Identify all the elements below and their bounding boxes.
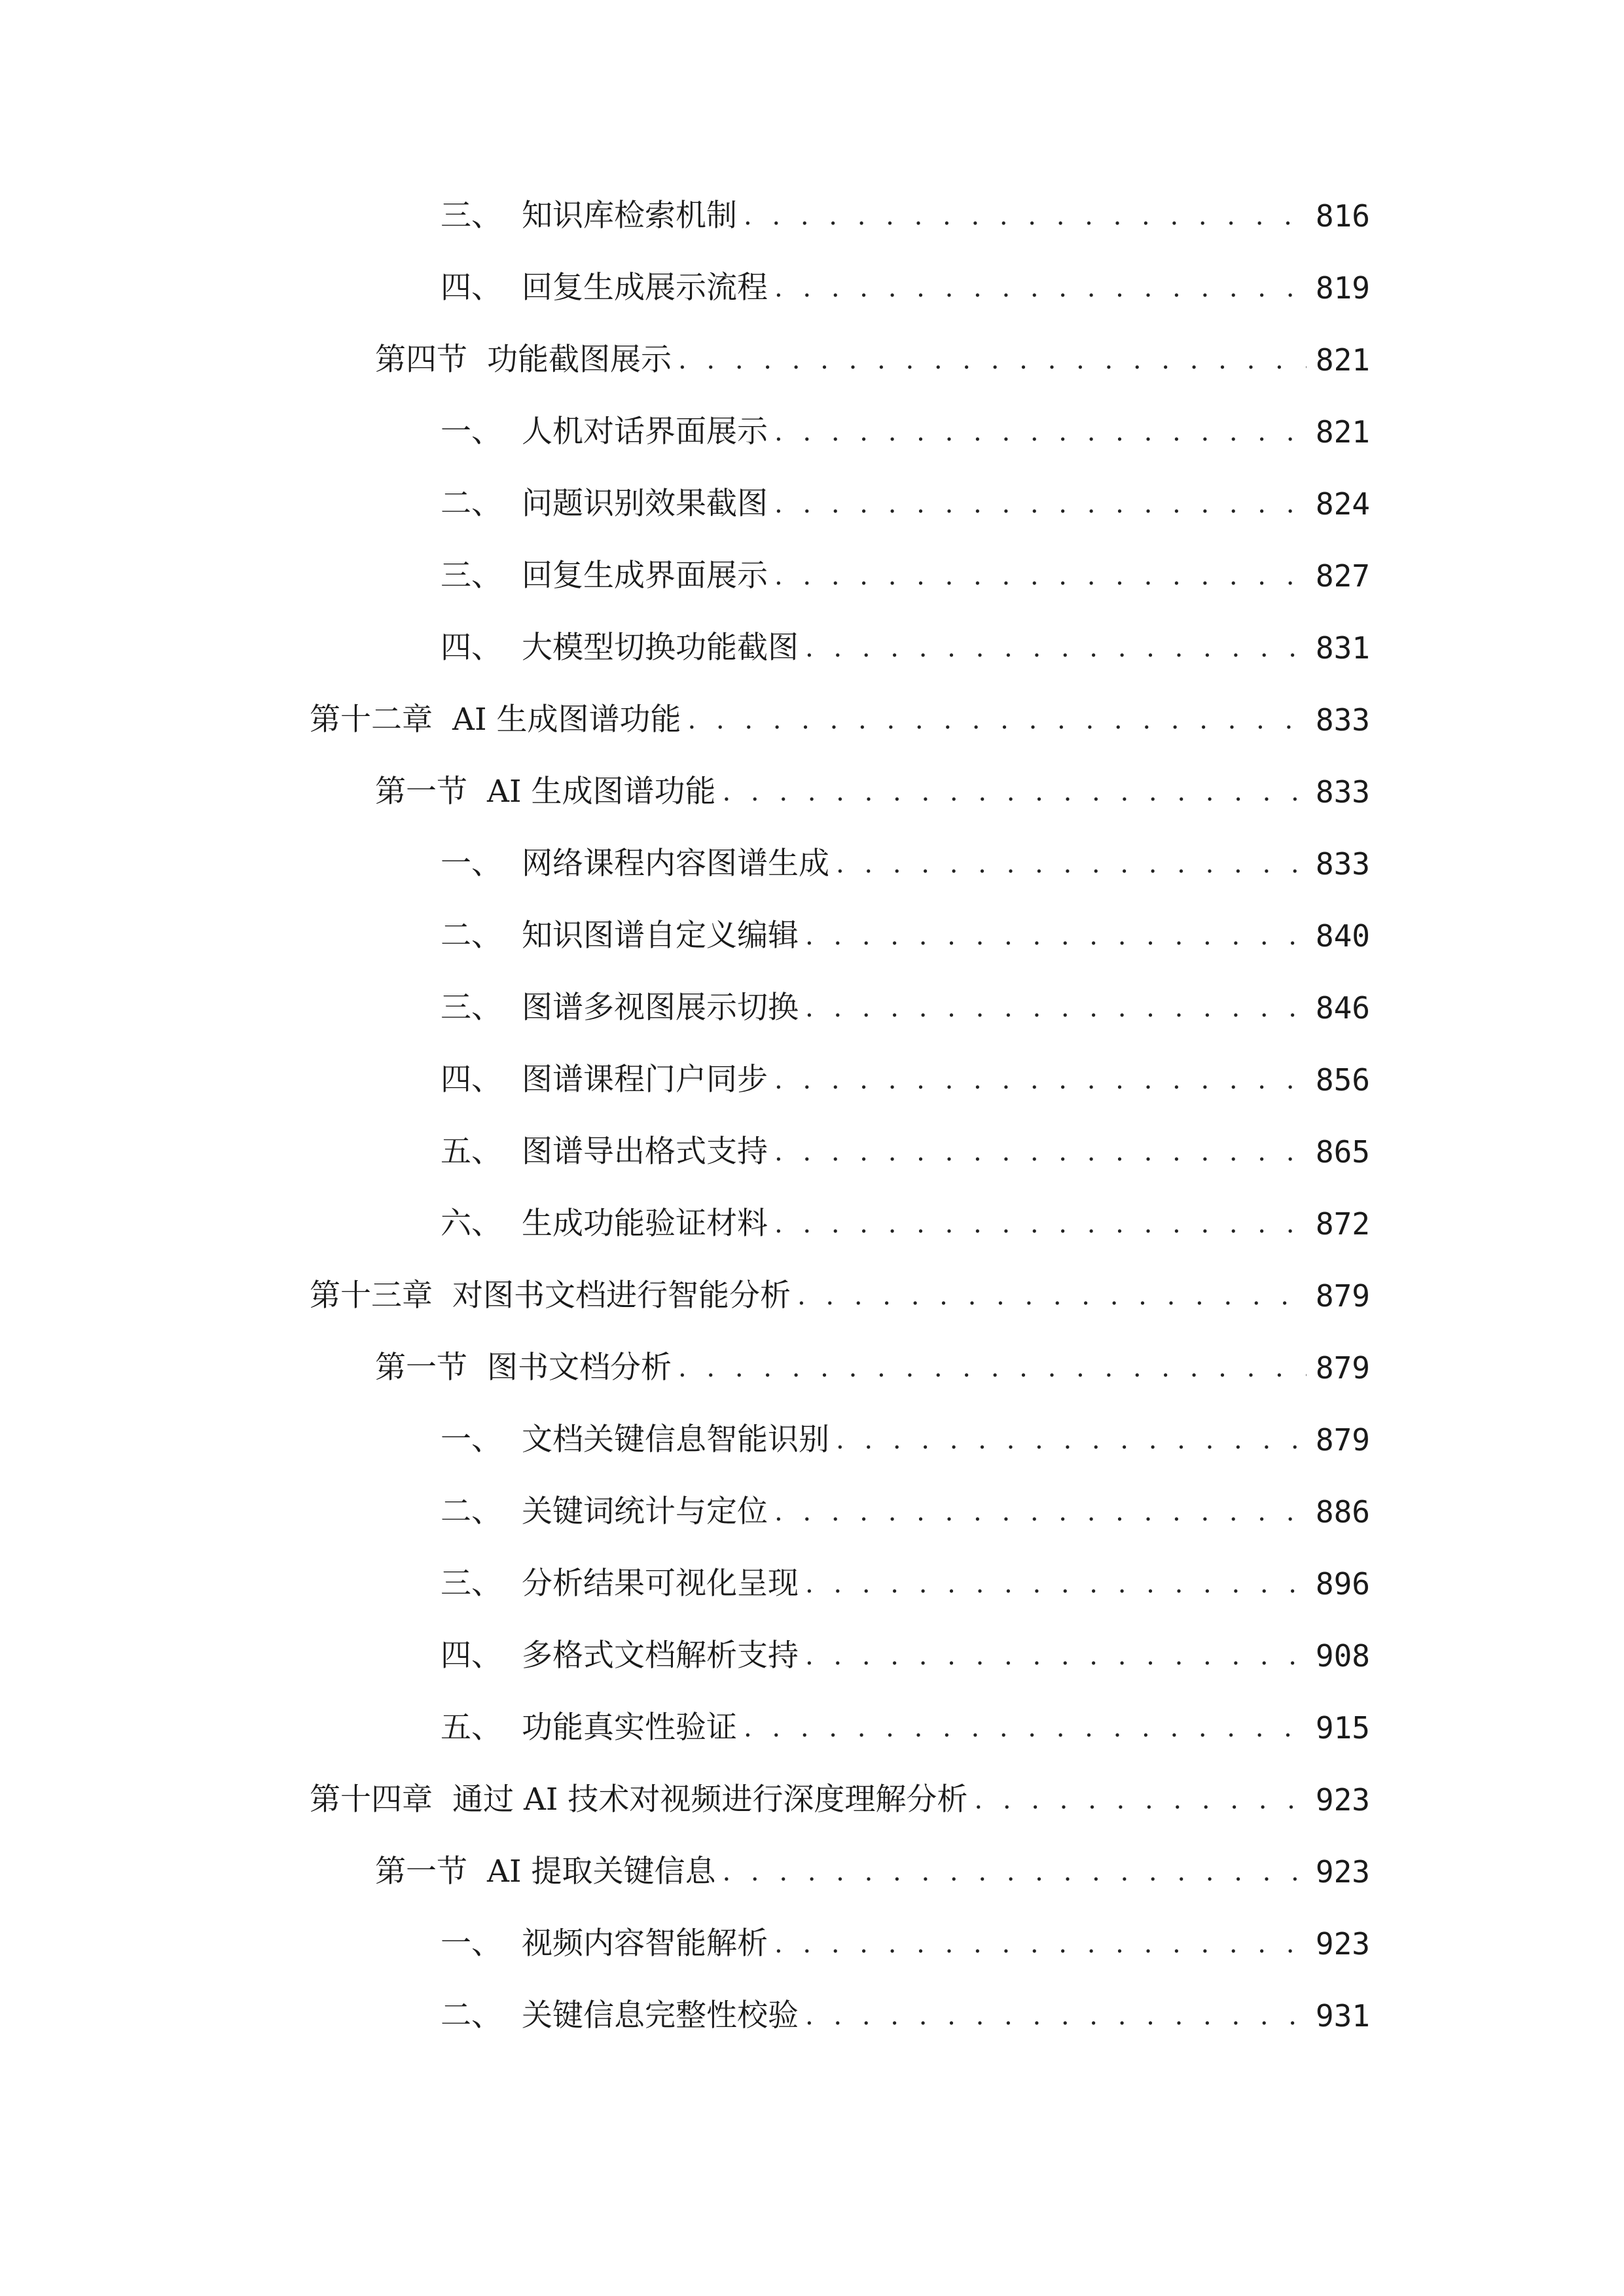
toc-entry-page: 840 [1315,918,1370,954]
dot-leader [722,1846,1306,1898]
toc-entry-title: 多格式文档解析支持 [522,1638,799,1674]
toc-entry-title: 关键词统计与定位 [522,1494,768,1530]
toc-entry[interactable] [441,262,1370,314]
toc-entry-page: 846 [1315,990,1370,1026]
toc-entry-number: 六、 [441,1206,502,1242]
toc-entry[interactable] [441,838,1370,890]
toc-entry-title: 人机对话界面展示 [522,414,768,450]
toc-entry-number: 第十四章 [310,1782,433,1818]
toc-entry-number: 第十三章 [310,1278,433,1314]
toc-entry-number: 一、 [441,1422,502,1458]
toc-entry-page: 915 [1315,1710,1370,1746]
toc-entry[interactable] [441,622,1370,674]
toc-entry-number: 第十二章 [310,702,433,738]
toc-entry[interactable] [441,1198,1370,1250]
toc-entry[interactable] [441,1486,1370,1538]
toc-entry-title: 问题识别效果截图 [522,486,768,522]
toc-entry-title: 图书文档分析 [487,1350,672,1386]
toc-entry-title: 知识库检索机制 [522,198,737,234]
dot-leader [687,694,1306,746]
toc-entry[interactable] [441,190,1370,242]
toc-entry-page: 879 [1315,1278,1370,1314]
toc-entry-page: 886 [1315,1494,1370,1530]
toc-entry[interactable] [441,1702,1370,1754]
toc-entry[interactable] [375,1846,1370,1898]
dot-leader [722,766,1306,818]
toc-entry-title: 通过 AI 技术对视频进行深度理解分析 [452,1782,968,1818]
toc-entry-number: 第一节 [375,1350,467,1386]
toc-entry-number: 四、 [441,1638,502,1674]
dot-leader [774,550,1307,602]
toc-entry-number: 四、 [441,1062,502,1098]
toc-entry-number: 一、 [441,1926,502,1962]
toc-entry-title: 关键信息完整性校验 [522,1998,799,2034]
toc-entry-title: 图谱课程门户同步 [522,1062,768,1098]
dot-leader [774,1054,1307,1106]
toc-entry-page: 931 [1315,1998,1370,2034]
toc-entry-page: 923 [1315,1782,1370,1818]
toc-entry-page: 821 [1315,414,1370,450]
toc-entry[interactable] [441,982,1370,1034]
toc-entry[interactable] [441,1918,1370,1970]
toc-entry-title: 网络课程内容图谱生成 [522,846,829,882]
toc-entry-number: 五、 [441,1134,502,1170]
toc-entry-page: 896 [1315,1566,1370,1602]
dot-leader [974,1774,1307,1826]
toc-entry-number: 二、 [441,918,502,954]
toc-entry-page: 879 [1315,1422,1370,1458]
dot-leader [805,982,1307,1034]
dot-leader [805,1630,1307,1682]
dot-leader [774,478,1307,530]
toc-entry-title: 分析结果可视化呈现 [522,1566,799,1602]
toc-entry-page: 923 [1315,1926,1370,1962]
toc-entry[interactable] [310,1270,1370,1322]
toc-entry-number: 三、 [441,558,502,594]
toc-entry-page: 879 [1315,1350,1370,1386]
toc-entry-title: AI 生成图谱功能 [452,702,681,738]
dot-leader [744,190,1307,242]
toc-entry-number: 第一节 [375,1854,467,1890]
dot-leader [797,1270,1307,1322]
toc-entry-title: 知识图谱自定义编辑 [522,918,799,954]
dot-leader [836,838,1307,890]
toc-entry-number: 四、 [441,630,502,666]
dot-leader [805,1990,1307,2042]
toc-entry-page: 819 [1315,270,1370,306]
toc-entry-page: 865 [1315,1134,1370,1170]
dot-leader [744,1702,1307,1754]
toc-entry-number: 第一节 [375,774,467,810]
toc-entry[interactable] [441,1054,1370,1106]
toc-entry-page: 827 [1315,558,1370,594]
toc-entry[interactable] [375,766,1370,818]
dot-leader [774,1126,1307,1178]
toc-entry[interactable] [375,334,1370,386]
dot-leader [774,1918,1307,1970]
dot-leader [774,262,1307,314]
toc-entry-title: 功能截图展示 [487,342,672,378]
toc-entry[interactable] [375,1342,1370,1394]
dot-leader [774,1198,1307,1250]
toc-entry-number: 一、 [441,414,502,450]
toc-entry-number: 三、 [441,198,502,234]
toc-entry[interactable] [441,478,1370,530]
toc-entry-title: 图谱导出格式支持 [522,1134,768,1170]
toc-entry[interactable] [441,910,1370,962]
toc-entry-page: 821 [1315,342,1370,378]
dot-leader [774,406,1307,458]
dot-leader [836,1414,1307,1466]
toc-entry-page: 831 [1315,630,1370,666]
toc-entry[interactable] [441,1990,1370,2042]
dot-leader [805,622,1307,674]
toc-entry-page: 856 [1315,1062,1370,1098]
toc-entry-page: 872 [1315,1206,1370,1242]
dot-leader [774,1486,1307,1538]
toc-entry[interactable] [441,1414,1370,1466]
toc-entry-page: 908 [1315,1638,1370,1674]
toc-entry-number: 二、 [441,486,502,522]
dot-leader [678,1342,1307,1394]
toc-entry-number: 二、 [441,1494,502,1530]
toc-entry-title: AI 提取关键信息 [487,1854,716,1890]
toc-entry-title: 文档关键信息智能识别 [522,1422,829,1458]
toc-entry-page: 833 [1315,702,1370,738]
toc-entry-title: 回复生成界面展示 [522,558,768,594]
dot-leader [678,334,1307,386]
dot-leader [805,910,1307,962]
toc-entry[interactable] [441,550,1370,602]
toc-entry-page: 833 [1315,774,1370,810]
dot-leader [805,1558,1307,1610]
toc-entry-number: 三、 [441,990,502,1026]
toc-entry[interactable] [310,694,1370,746]
toc-entry-title: 视频内容智能解析 [522,1926,768,1962]
toc-entry[interactable] [441,406,1370,458]
toc-entry-title: 回复生成展示流程 [522,270,768,306]
toc-entry[interactable] [441,1630,1370,1682]
toc-entry[interactable] [310,1774,1370,1826]
toc-entry-title: AI 生成图谱功能 [487,774,716,810]
toc-entry-number: 五、 [441,1710,502,1746]
toc-entry-number: 三、 [441,1566,502,1602]
toc-entry-number: 二、 [441,1998,502,2034]
toc-entry-number: 四、 [441,270,502,306]
toc-entry-title: 对图书文档进行智能分析 [452,1278,791,1314]
toc-entry-page: 923 [1315,1854,1370,1890]
toc-entry[interactable] [441,1558,1370,1610]
toc-entry-number: 一、 [441,846,502,882]
toc-entry-title: 大模型切换功能截图 [522,630,799,666]
toc-entry-page: 816 [1315,198,1370,234]
toc-entry[interactable] [441,1126,1370,1178]
toc-entry-page: 824 [1315,486,1370,522]
toc-entry-title: 功能真实性验证 [522,1710,737,1746]
toc-entry-number: 第四节 [375,342,467,378]
toc-entry-page: 833 [1315,846,1370,882]
toc-entry-title: 图谱多视图展示切换 [522,990,799,1026]
toc-entry-title: 生成功能验证材料 [522,1206,768,1242]
